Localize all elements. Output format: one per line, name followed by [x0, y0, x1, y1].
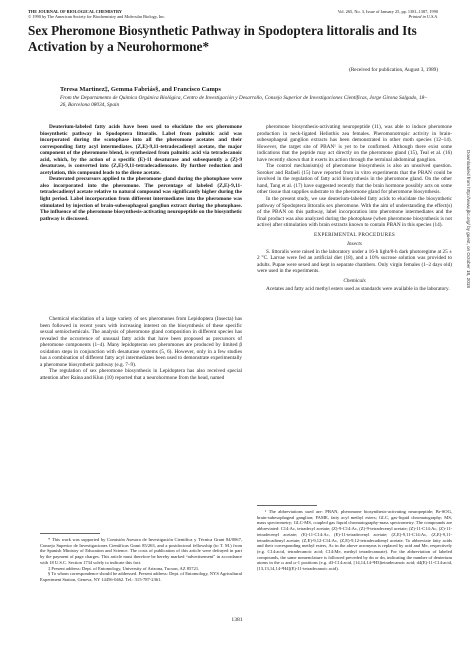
footnote: * This work was supported by Comisión Asesora de Investigación Científica y Técnica Grant 84/0067, Consejo Superior de Investigaciones Científicas Grant 85/263, and a postdoctoral fellowship (to T. M.) from the Spanish Ministry of Education and Science. The costs of publication of this article were defrayed in part by the payment of page charges. This article must therefore be hereby marked “advertisement” in accordance with 18 U.S.C. Section 1734 solely to indicate this fact.: [40, 537, 242, 565]
abstract-paragraph: Deuterium-labeled fatty acids have been used to elucidate the sex pheromone biosynthetic pathway in Spodoptera littoralis. Label from palmitic acid was incorporated during the scotophase into all the pheromone acetates and their corresponding fatty acyl intermediates. (Z,E)-9,11-tetradecadienyl acetate, the major component of the pheromone blend, is synthesized from palmitic acid via tetradecanoic acid, which, by the action of a specific (E)-11 desaturase and subsequently a (Z)-9 desaturase, is converted into (Z,E)-9,11-tetradecadienoate. By further reduction and acetylation, this compound leads to the diene acetate.: [40, 124, 242, 176]
left-column-body: [40, 316, 242, 381]
journal-header-left: [28, 9, 165, 19]
article-title: Sex Pheromone Biosynthetic Pathway in Spodoptera littoralis and Its Activation by a Neurohormone*: [28, 23, 417, 54]
page-number: 1381: [231, 617, 243, 623]
body-paragraph: S. littoralis were raised in the laboratory under a 16-h light/8-h dark photoregime at 25 ± 2 °C. Larvae were fed an artificial diet (18), and a 10% sucrose solution was provided to adults. Pupae were sexed and kept in separate chambers. Only virgin females (1–2 days old) were used in the experiments.: [257, 248, 452, 275]
footnote-rule: [257, 505, 317, 506]
body-paragraph: The regulation of sex pheromone biosynthesis in Lepidoptera has also received special attention after Raina and Klun (10) reported that a neurohormone from the head, named: [40, 368, 242, 381]
right-column-body: [257, 124, 452, 292]
journal-name: THE JOURNAL OF BIOLOGICAL CHEMISTRY: [28, 9, 122, 14]
body-paragraph: The control mechanism(s) of pheromone biosynthesis is also an unsolved question. Soroker and Rafaeli (15) have reported from in vitro experiments that the PBAN could be involved in the regulation of fatty acid biosynthesis in the pheromone gland. On the other hand, Tang et al. (17) have suggested recently that the brain hormone possibly acts on some other tissue that supplies substrate to the pheromone gland for pheromone biosynthesis.: [257, 163, 452, 196]
body-paragraph: Chemical elucidation of a large variety of sex pheromones from Lepidoptera (Insecta) has been followed in recent years with increasing interest on the biosynthesis of these specific sexual semiochemicals. The analysis of pheromone gland composition in different species has revealed the occurrence of unusual fatty acids that have been proposed as precursors of pheromone components (1–4). Many lepidopteran sex pheromones are produced by limited β oxidation steps in conjunction with desaturase systems (5, 6). However, only in a few studies has a combination of different fatty acyl intermediates been used to demonstrate experimentally a pheromone biosynthetic pathway (e.g. 7–9).: [40, 316, 242, 368]
body-paragraph: Acetates and fatty acid methyl esters used as standards were available in the laboratory.: [266, 285, 450, 292]
subsection-heading-chemicals: Chemicals: [343, 278, 366, 285]
copyright-line: © 1990 by The American Society for Biochemistry and Molecular Biology, Inc.: [28, 14, 166, 20]
download-notice-text: Downloaded from http://www.jbc.org/ by guest, on October 18, 2018: [466, 150, 471, 288]
footnote: ¹ The abbreviations used are: PBAN, pheromone biosynthesis-activating neuropeptide; Br-SOG, brain-subesophageal ganglion; FAME, fatty acyl methyl esters; GLC, gas-liquid chromatography; MS, mass spectrometry; GLC-MS, coupled gas liquid chromatography-mass spectrometry. The compounds are abbreviated: C14:Ac, tetradecyl acetate; (Z)-9-C14:Ac, (Z)-9-tetradecenyl acetate; (Z)-11-C14:Ac, (Z)-11-tetradecenyl acetate; (E)-11-C14:Ac, (E)-11-tetradecenyl acetate; (Z,E)-9,11-C14:Ac, (Z,E)-9,11-tetradecadienyl acetate; (Z,E)-9,12-C14:Ac, (Z,E)-9,12-tetradecadienyl acetate. To abbreviate fatty acids and their corresponding methyl esters, Ac in the above acronyms is replaced by acid and Me, respectively (e.g. C14:acid, tetradecanoic acid; C14:Me, methyl tetradecanoate). For the abbreviation of labeled compounds, the same nomenclature is followed preceded by dn or dn, indicating the number of deuterium atoms in the ω and ω-1 positions (e.g. d3-C14:acid, [14,14,14-²H3]tetradecanoic acid; d4(E)-11-C14:acid, [13,13,14,14-²H4](E)-11-tetradecanoic acid).: [257, 509, 452, 572]
volume-line: Vol. 265, No. 3, Issue of January 25, pp. 1381–1387, 1990: [337, 9, 438, 14]
right-footnotes: [257, 509, 452, 572]
subsection-heading-insects: Insects: [347, 241, 362, 248]
body-paragraph: In the present study, we use deuterium-labeled fatty acids to elucidate the biosynthetic pathway of Spodoptera littoralis sex pheromone. With the aim of understanding the effect(s) of the PBAN on this pathway, label incorporation into pheromone intermediates and the final product was also analyzed during the photophase (when pheromone biosynthesis is not active) after stimulation with brain extracts known to contain PBAN in this species (14).: [257, 196, 452, 229]
author-list: Teresa Martinez‡, Gemma Fabriás§, and Francisco Camps: [60, 86, 221, 93]
footnote: ‡ Present address: Dept. of Entomology, University of Arizona, Tucson, AZ 85721.: [48, 565, 200, 571]
download-notice: [464, 150, 472, 530]
printed-line: Printed in U.S.A.: [408, 14, 438, 20]
section-heading: EXPERIMENTAL PROCEDURES: [313, 231, 396, 238]
abstract-paragraph: Deuterated precursors applied to the pheromone gland during the photophase were also incorporated into the pheromone. The percentage of labeled (Z,E)-9,11-tetradecadienyl acetate relative to natural compound was significantly higher during the light period. Label incorporation from different intermediates into the pheromone was stimulated by injection of brain-subesophageal ganglion extract during the photophase. The influence of the pheromone biosynthesis-activating neuropeptide on the biosynthetic pathway is discussed.: [40, 176, 242, 222]
footnote-rule: [40, 533, 100, 534]
abstract: [40, 124, 242, 222]
body-paragraph: pheromone biosynthesis-activating neuropeptide (11), was able to induce pheromone production in neck-ligated Heliothis zea females. Pheromonotropic activity in brain-subesophageal ganglion extracts has been demonstrated in other moth species (12–14). However, the target site of PBAN¹ is yet to be confirmed. Although there exist some indications that the peptide may act directly on the pheromone gland (15), Teal et al. (16) have recently shown that it exerts its action through the terminal abdominal ganglion.: [257, 124, 452, 163]
received-date: (Received for publication, August 3, 1989): [349, 67, 438, 73]
left-footnotes: [40, 537, 242, 583]
journal-header-right: [338, 9, 438, 19]
footnote: § To whom correspondence should be addressed. Present address: Dept. of Entomology, NYS Agricultural Experiment Station, Geneva, NY 14456-0462. Tel.: 315-787-2361.: [40, 571, 242, 582]
affiliation: From the Departamento de Química Orgánica Biológica, Centro de Investigación y Desarrollo, Consejo Superior de Investigaciones Científicas, Jorge Girona Salgado, 18–26, Barcelona 08034, Spain: [60, 95, 427, 108]
